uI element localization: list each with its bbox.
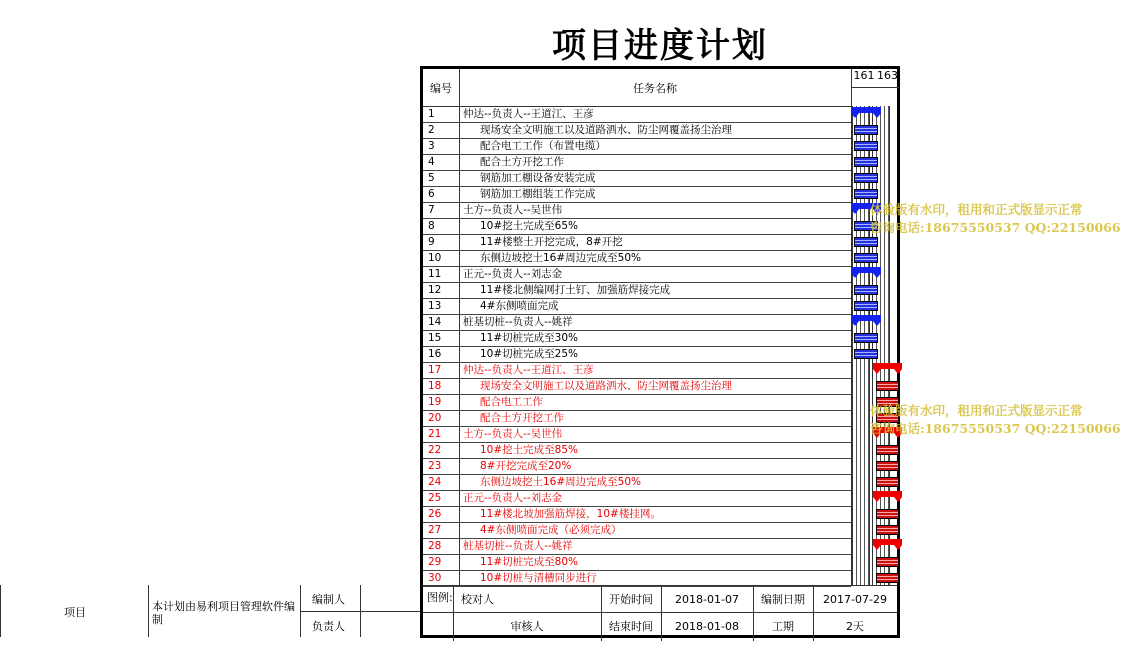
task-number: 28 xyxy=(428,540,442,552)
day-header-161: 161 xyxy=(852,69,876,88)
task-number: 14 xyxy=(428,316,442,328)
table-row xyxy=(423,298,851,315)
table-row xyxy=(423,554,851,571)
task-number: 6 xyxy=(428,188,435,200)
owner-label: 负责人 xyxy=(312,620,345,633)
table-row xyxy=(423,314,851,331)
table-row xyxy=(423,106,851,123)
table-row xyxy=(423,522,851,539)
table-row xyxy=(423,378,851,395)
task-name: 现场安全文明施工以及道路洒水、防尘网覆盖扬尘治理 xyxy=(480,380,732,392)
gantt-summary-bar xyxy=(873,491,902,497)
gantt-task-bar xyxy=(854,189,878,199)
task-name: 东侧边坡挖土16#周边完成至50% xyxy=(480,476,641,488)
gantt-task-bar xyxy=(854,141,878,151)
task-name: 4#东侧喷面完成（必须完成） xyxy=(480,524,622,536)
task-name: 11#楼北侧编网打土钉、加强筋焊接完成 xyxy=(480,284,671,296)
gantt-task-bar xyxy=(876,573,899,583)
task-number: 29 xyxy=(428,556,442,568)
gantt-task-bar xyxy=(854,253,878,263)
task-name: 配合土方开挖工作 xyxy=(480,412,564,424)
task-name: 仲达--负责人--王道江、王彦 xyxy=(463,364,594,376)
gantt-task-bar xyxy=(854,157,878,167)
page-title: 项目进度计划 xyxy=(552,26,768,66)
task-name: 仲达--负责人--王道江、王彦 xyxy=(463,108,594,120)
table-row xyxy=(423,538,851,555)
task-number: 1 xyxy=(428,108,435,120)
legend-label: 图例: xyxy=(427,591,453,604)
task-name: 8#开挖完成至20% xyxy=(480,460,572,472)
gantt-area xyxy=(852,106,899,585)
table-row xyxy=(423,250,851,267)
table-row xyxy=(423,330,851,347)
task-name: 10#切桩完成至25% xyxy=(480,348,578,360)
table-row xyxy=(423,266,851,283)
table-row xyxy=(423,170,851,187)
duration-label: 工期 xyxy=(772,620,794,633)
task-number: 4 xyxy=(428,156,435,168)
gantt-task-bar xyxy=(876,557,899,567)
made-date-value: 2017-07-29 xyxy=(823,592,887,606)
schedule-table xyxy=(420,66,900,638)
task-number: 25 xyxy=(428,492,442,504)
task-number: 13 xyxy=(428,300,442,312)
task-name: 现场安全文明施工以及道路洒水、防尘网覆盖扬尘治理 xyxy=(480,124,732,136)
table-row xyxy=(423,458,851,475)
outer-divider xyxy=(300,611,420,612)
task-name: 东侧边坡挖土16#周边完成至50% xyxy=(480,252,641,264)
task-number: 20 xyxy=(428,412,442,424)
name-header: 任务名称 xyxy=(459,69,851,107)
gantt-task-bar xyxy=(854,285,878,295)
task-number: 27 xyxy=(428,524,442,536)
outer-divider xyxy=(148,585,149,637)
task-name: 11#切桩完成至80% xyxy=(480,556,578,568)
outer-divider xyxy=(0,585,1,637)
task-name: 钢筋加工棚组装工作完成 xyxy=(480,188,596,200)
table-row xyxy=(423,474,851,491)
table-row xyxy=(423,202,851,219)
task-number: 23 xyxy=(428,460,442,472)
task-number: 24 xyxy=(428,476,442,488)
task-number: 9 xyxy=(428,236,435,248)
end-value: 2018-01-08 xyxy=(675,619,739,633)
task-name: 配合电工工作（布置电缆） xyxy=(480,140,606,152)
start-value: 2018-01-07 xyxy=(675,592,739,606)
gantt-task-bar xyxy=(854,125,878,135)
task-number: 19 xyxy=(428,396,442,408)
task-name: 配合电工工作 xyxy=(480,396,543,408)
duration-value: 2天 xyxy=(846,620,864,633)
task-name: 土方--负责人--吴世伟 xyxy=(463,204,563,216)
task-number: 10 xyxy=(428,252,442,264)
task-number: 11 xyxy=(428,268,442,280)
task-number: 3 xyxy=(428,140,435,152)
table-row xyxy=(423,362,851,379)
gantt-summary-bar xyxy=(851,267,881,273)
table-row xyxy=(423,394,851,411)
checker-label: 校对人 xyxy=(461,593,494,606)
gantt-summary-bar xyxy=(873,363,902,369)
reviewer-label: 审核人 xyxy=(510,620,544,633)
end-label: 结束时间 xyxy=(609,620,653,633)
gantt-task-bar xyxy=(876,445,899,455)
task-name: 配合土方开挖工作 xyxy=(480,156,564,168)
table-row xyxy=(423,506,851,523)
gantt-task-bar xyxy=(876,381,899,391)
task-number: 8 xyxy=(428,220,435,232)
task-name: 10#挖土完成至85% xyxy=(480,444,578,456)
table-row xyxy=(423,154,851,171)
table-row xyxy=(423,346,851,363)
gantt-task-bar xyxy=(854,301,878,311)
gantt-task-bar xyxy=(876,525,899,535)
task-name: 10#切桩与清槽同步进行 xyxy=(480,572,597,584)
task-number: 2 xyxy=(428,124,435,136)
table-row xyxy=(423,282,851,299)
table-row xyxy=(423,186,851,203)
table-row xyxy=(423,410,851,427)
task-number: 12 xyxy=(428,284,442,296)
task-number: 21 xyxy=(428,428,442,440)
num-header: 编号 xyxy=(423,69,459,107)
footer-divider xyxy=(423,612,897,613)
task-name: 11#切桩完成至30% xyxy=(480,332,578,344)
table-row xyxy=(423,138,851,155)
watermark-line: 咨询电话:18675550537 QQ:22150066 xyxy=(870,421,1121,436)
task-number: 18 xyxy=(428,380,442,392)
table-row xyxy=(423,442,851,459)
gantt-summary-bar xyxy=(851,107,881,113)
task-name: 土方--负责人--吴世伟 xyxy=(463,428,563,440)
table-row xyxy=(423,426,851,443)
gantt-task-bar xyxy=(876,477,899,487)
table-row xyxy=(423,490,851,507)
table-row xyxy=(423,218,851,235)
task-name: 10#挖土完成至65% xyxy=(480,220,578,232)
task-number: 17 xyxy=(428,364,442,376)
gantt-task-bar xyxy=(854,349,878,359)
task-number: 5 xyxy=(428,172,435,184)
task-name: 桩基切桩--负责人--姚祥 xyxy=(463,540,573,552)
task-name: 钢筋加工棚设备安装完成 xyxy=(480,172,596,184)
table-row xyxy=(423,234,851,251)
gantt-summary-bar xyxy=(873,539,902,545)
watermark-line: 体验版有水印，租用和正式版显示正常 xyxy=(870,202,1083,217)
gantt-task-bar xyxy=(854,173,878,183)
watermark-line: 咨询电话:18675550537 QQ:22150066 xyxy=(870,220,1121,235)
task-name: 桩基切桩--负责人--姚祥 xyxy=(463,316,573,328)
maker-label: 编制人 xyxy=(312,593,345,606)
task-name: 11#楼整土开挖完成，8#开挖 xyxy=(480,236,623,248)
gantt-summary-bar xyxy=(851,315,881,321)
task-name: 正元--负责人--刘志金 xyxy=(463,492,563,504)
start-label: 开始时间 xyxy=(609,593,653,606)
task-number: 16 xyxy=(428,348,442,360)
task-name: 正元--负责人--刘志金 xyxy=(463,268,563,280)
task-name: 4#东侧喷面完成 xyxy=(480,300,559,312)
gantt-task-bar xyxy=(854,237,878,247)
day-header-163: 163 xyxy=(876,69,899,88)
task-number: 15 xyxy=(428,332,442,344)
table-row xyxy=(423,122,851,139)
made-date-label: 编制日期 xyxy=(761,593,805,606)
watermark-line: 体验版有水印，租用和正式版显示正常 xyxy=(870,403,1083,418)
gantt-task-bar xyxy=(876,461,899,471)
gantt-task-bar xyxy=(854,333,878,343)
gantt-task-bar xyxy=(876,509,899,519)
task-number: 26 xyxy=(428,508,442,520)
software-note: 本计划由易利项目管理软件编制 xyxy=(152,600,295,626)
task-name: 11#楼北坡加强筋焊接，10#楼挂网。 xyxy=(480,508,661,520)
footer-divider xyxy=(423,585,897,586)
project-label: 项目 xyxy=(64,606,86,619)
task-number: 22 xyxy=(428,444,442,456)
task-number: 7 xyxy=(428,204,435,216)
task-number: 30 xyxy=(428,572,442,584)
